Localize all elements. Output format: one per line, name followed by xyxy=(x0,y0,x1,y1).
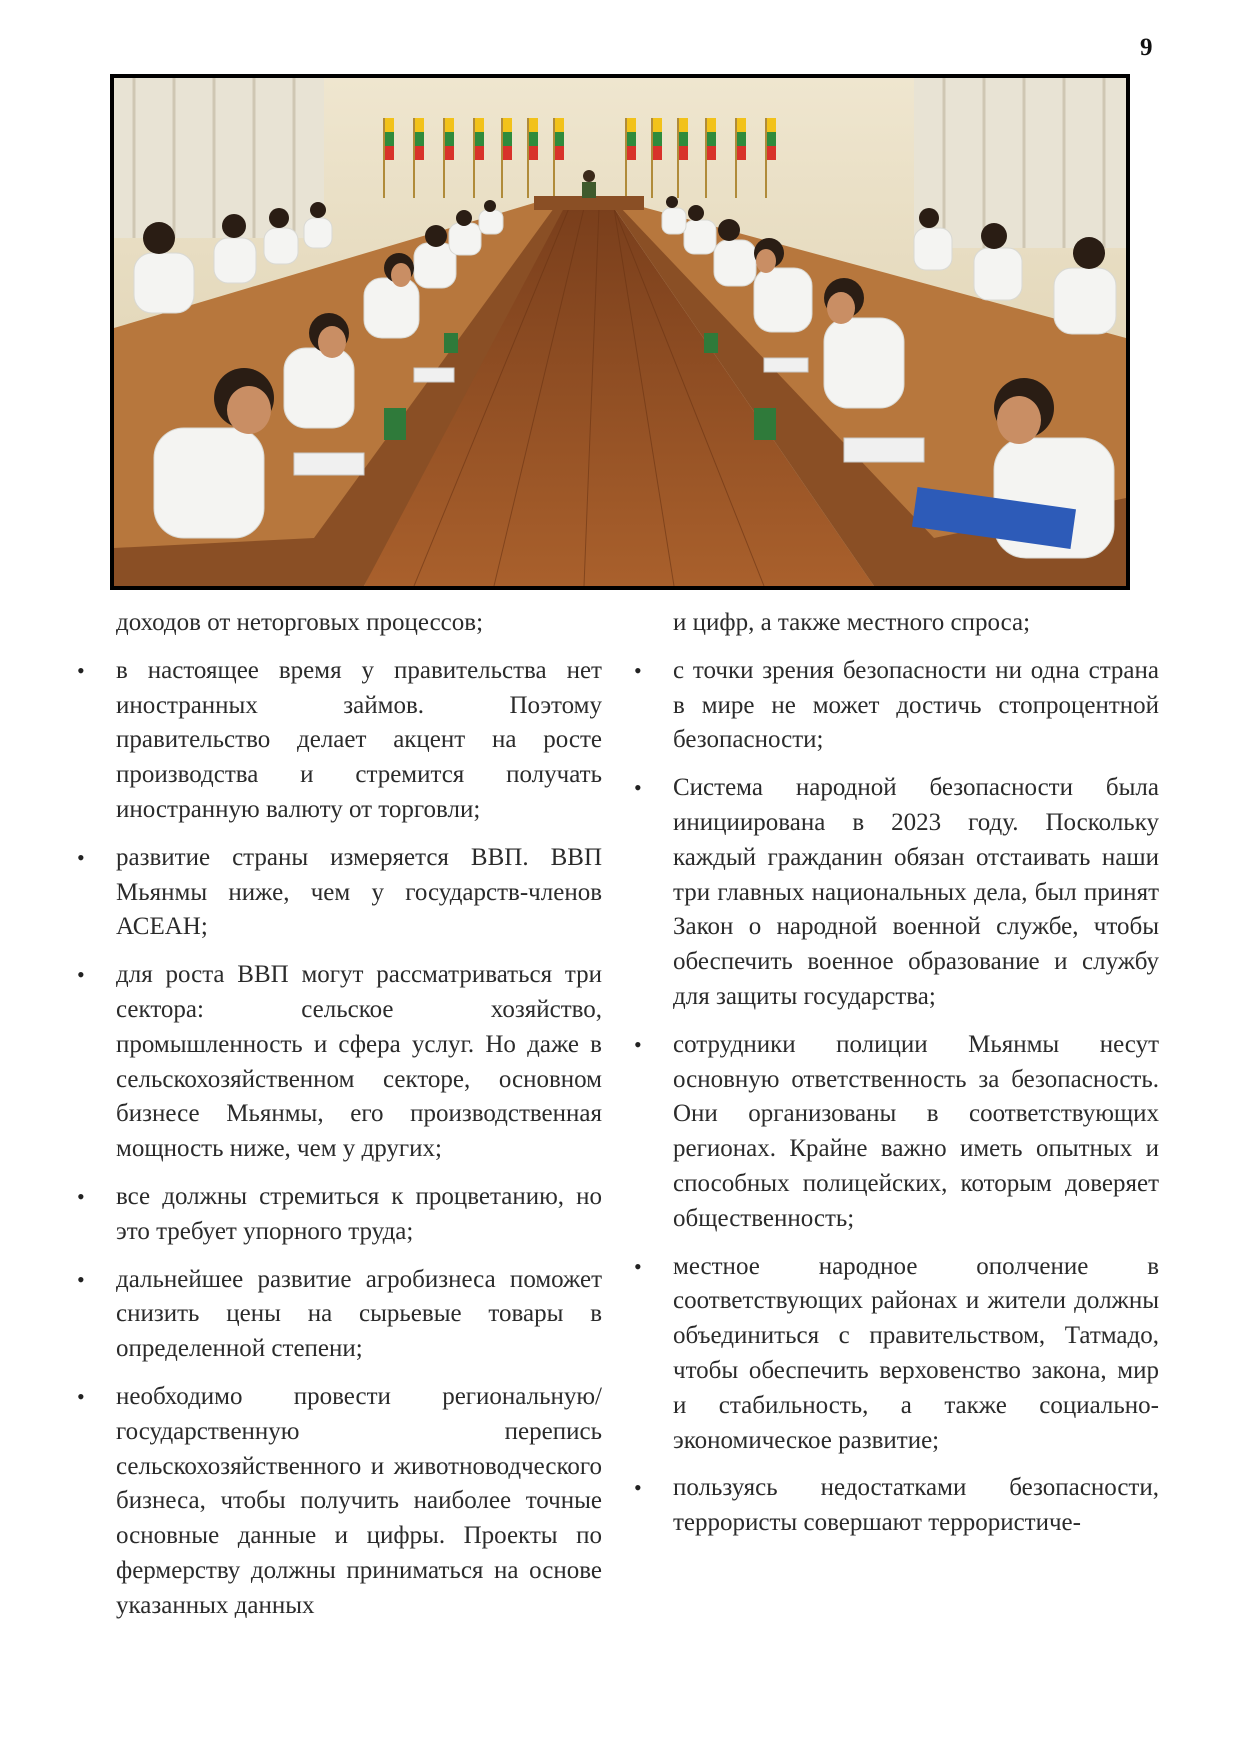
list-item: • дальнейшее развитие агробизнеса поможет снизить цены на сырьевые товары в определенной степени; xyxy=(116,1263,602,1367)
list-item: • пользуясь недостатками безопасности, террористы совершают террористиче- xyxy=(673,1471,1159,1541)
meeting-illustration xyxy=(114,78,1126,586)
right-column xyxy=(673,606,1159,1541)
list-item: • развитие страны измеряется ВВП. ВВП Мьянмы ниже, чем у государств-членов АСЕАН; xyxy=(116,841,602,945)
list-item: • все должны стремиться к процветанию, но это требует упорного труда; xyxy=(116,1180,602,1250)
page-number: 9 xyxy=(1140,34,1153,61)
list-item: • Система народной безопасности была инициирована в 2023 году. Поскольку каждый гражданин обязан отстаивать наши три главных национальных дела, был принят Закон о народной военной службе, чтобы обеспечить военное образование и службу для защиты государства; xyxy=(673,771,1159,1015)
meeting-photo xyxy=(110,74,1130,590)
list-item: • местное народное ополчение в соответствующих районах и жители должны объединиться с правительством, Татмадо, чтобы обеспечить верховенство закона, мир и стабильность, а также социально-экономическое развитие; xyxy=(673,1250,1159,1459)
left-bullet-list xyxy=(116,654,602,1624)
right-bullet-list xyxy=(673,654,1159,1541)
list-item: • сотрудники полиции Мьянмы несут основную ответственность за безопасность. Они организованы в соответствующих регионах. Крайне важно иметь опытных и способных полицейских, которым доверяет общественность; xyxy=(673,1028,1159,1237)
list-item: • с точки зрения безопасности ни одна страна в мире не может достичь стопроцентной безопасности; xyxy=(673,654,1159,758)
left-column-lead: доходов от неторговых процессов; xyxy=(116,609,484,636)
list-item: • в настоящее время у правительства нет иностранных займов. Поэтому правительство делает акцент на росте производства и стремится получать иностранную валюту от торговли; xyxy=(116,654,602,828)
list-item: • необходимо провести региональную/ государственную перепись сельскохозяйственного и животноводческого бизнеса, чтобы получить наиболее точные основные данные и цифры. Проекты по фермерству должны приниматься на основе указанных данных xyxy=(116,1380,602,1624)
right-column-lead: и цифр, а также местного спроса; xyxy=(673,609,1031,636)
list-item: • для роста ВВП могут рассматриваться три сектора: сельское хозяйство, промышленность и сфера услуг. Но даже в сельскохозяйственном секторе, основном бизнесе Мьянмы, его производственная мощность ниже, чем у других; xyxy=(116,958,602,1167)
left-column xyxy=(116,606,602,1624)
